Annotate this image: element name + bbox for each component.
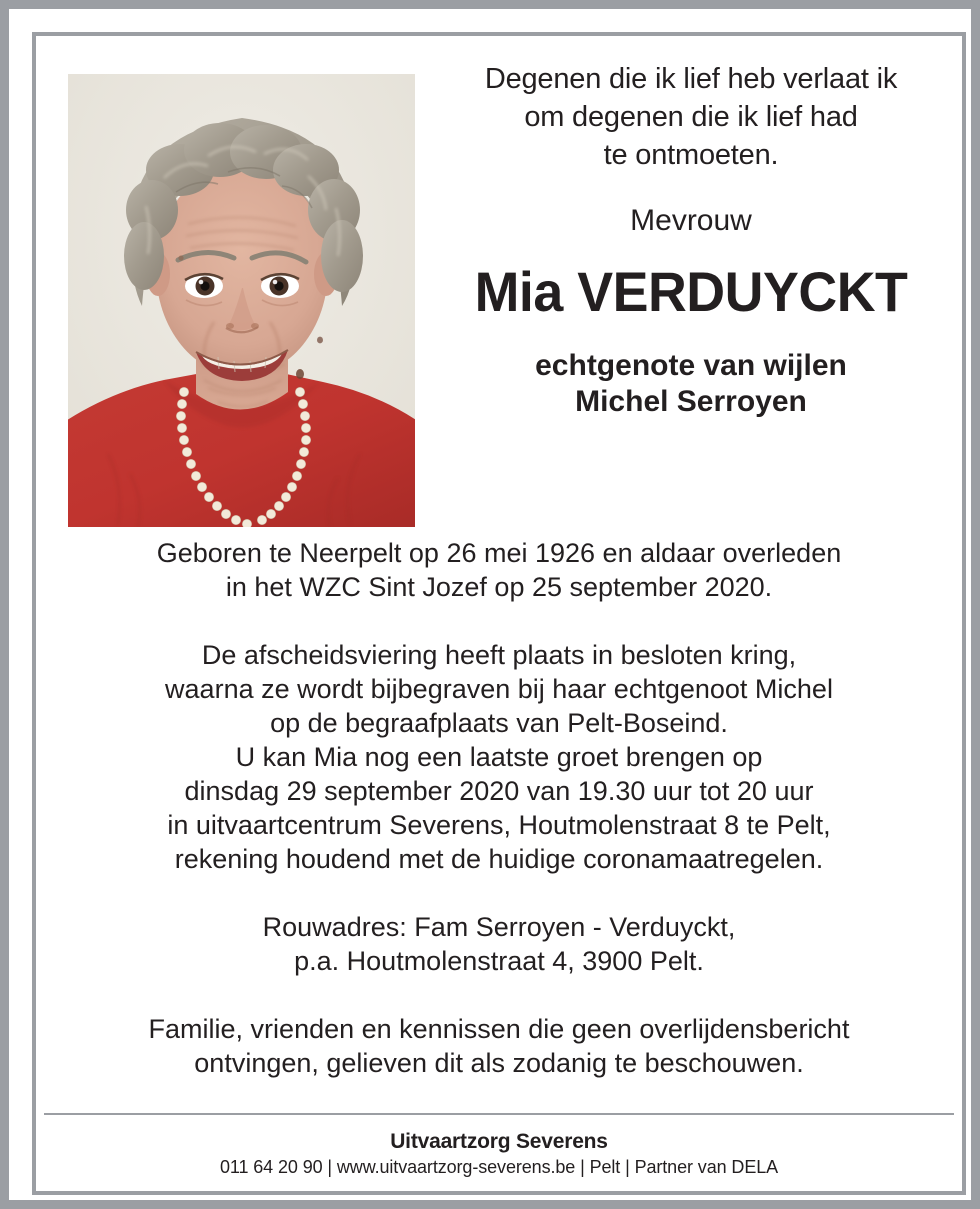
poem-line-1: Degenen die ik lief heb verlaat ik [484, 63, 898, 95]
spouse-relation [421, 348, 961, 420]
paragraph-line: ontvingen, gelieven dit als zodanig te beschouwen. [194, 1048, 804, 1078]
spouse-relation-line-1: echtgenote van wijlen [535, 349, 847, 382]
paragraph-line: Familie, vrienden en kennissen die geen overlijdensbericht [148, 1014, 850, 1044]
obituary-card [36, 36, 962, 1191]
notice-to-acquaintances [36, 1012, 962, 1080]
paragraph-line: in het WZC Sint Jozef op 25 september 2020. [225, 572, 773, 602]
mourning-address [36, 910, 962, 978]
salutation: Mevrouw [630, 204, 752, 237]
ceremony-details [36, 638, 962, 876]
footer [36, 1129, 962, 1179]
portrait-photo [68, 74, 415, 527]
poem-line-3: te ontmoeten. [603, 139, 779, 171]
paragraph-line: De afscheidsviering heeft plaats in besloten kring, [201, 640, 797, 670]
funeral-home-name: Uitvaartzorg Severens [390, 1130, 608, 1153]
paragraph-line: p.a. Houtmolenstraat 4, 3900 Pelt. [294, 946, 704, 976]
paragraph-line: Rouwadres: Fam Serroyen - Verduyckt, [262, 912, 736, 942]
paragraph-line: rekening houdend met de huidige coronamaatregelen. [174, 844, 824, 874]
announcement-body [36, 536, 962, 1080]
paragraph-line: dinsdag 29 september 2020 van 19.30 uur tot 20 uur [184, 776, 814, 806]
paragraph-line: Geboren te Neerpelt op 26 mei 1926 en aldaar overleden [156, 538, 842, 568]
poem-line-2: om degenen die ik lief had [524, 101, 858, 133]
paragraph-line: op de begraafplaats van Pelt-Boseind. [270, 708, 728, 738]
paragraph-line: U kan Mia nog een laatste groet brengen op [235, 742, 763, 772]
header-section [36, 36, 962, 528]
deceased-name: Mia VERDUYCKT [474, 260, 908, 323]
spouse-relation-line-2: Michel Serroyen [575, 385, 807, 418]
paragraph-line: in uitvaartcentrum Severens, Houtmolenstraat 8 te Pelt, [167, 810, 831, 840]
memorial-poem [421, 60, 961, 174]
birth-and-death-details [36, 536, 962, 604]
footer-divider [44, 1113, 954, 1115]
funeral-home-contact: 011 64 20 90 | www.uitvaartzorg-severens.be | Pelt | Partner van DELA [219, 1157, 779, 1177]
header-text-column [421, 60, 961, 420]
paragraph-line: waarna ze wordt bijbegraven bij haar echtgenoot Michel [165, 674, 833, 704]
